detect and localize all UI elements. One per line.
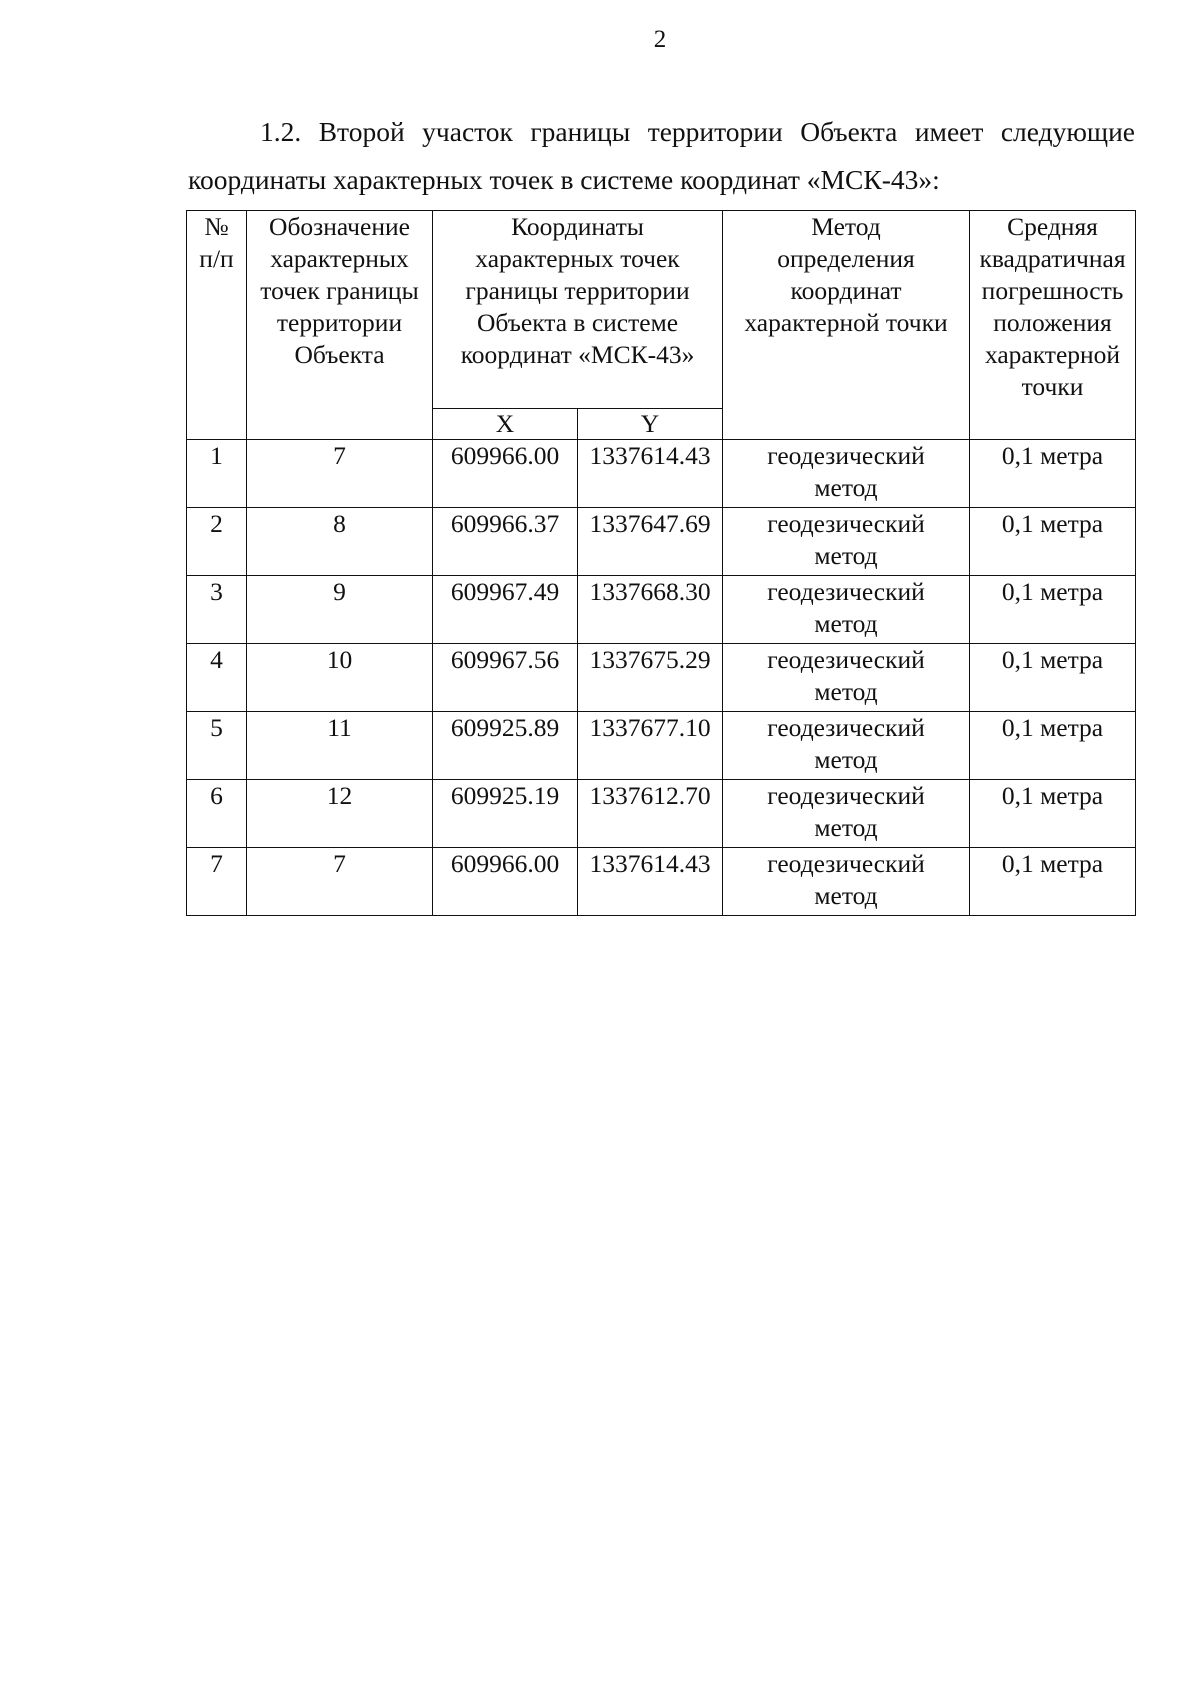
header-error: Средняя квадратичная погрешность положения характерной точки	[970, 211, 1136, 440]
cell-x: 609966.37	[433, 508, 578, 576]
table-row	[187, 644, 1136, 712]
cell-method: геодезический метод	[723, 848, 970, 916]
header-method: Метод определения координат характерной точки	[723, 211, 970, 440]
header-y: Y	[578, 409, 723, 440]
cell-error: 0,1 метра	[970, 644, 1136, 712]
cell-y: 1337668.30	[578, 576, 723, 644]
cell-x: 609967.56	[433, 644, 578, 712]
table-row	[187, 440, 1136, 508]
cell-method: геодезический метод	[723, 440, 970, 508]
cell-num: 5	[187, 712, 247, 780]
cell-point: 12	[247, 780, 433, 848]
cell-point: 8	[247, 508, 433, 576]
cell-x: 609966.00	[433, 440, 578, 508]
cell-point: 7	[247, 440, 433, 508]
table-row	[187, 848, 1136, 916]
cell-point: 11	[247, 712, 433, 780]
cell-method: геодезический метод	[723, 576, 970, 644]
intro-line-1: 1.2. Второй участок границы территории Объекта имеет следующие	[260, 116, 1135, 147]
cell-y: 1337675.29	[578, 644, 723, 712]
cell-point: 7	[247, 848, 433, 916]
cell-method: геодезический метод	[723, 780, 970, 848]
table-row	[187, 712, 1136, 780]
cell-error: 0,1 метра	[970, 848, 1136, 916]
table-row	[187, 576, 1136, 644]
cell-error: 0,1 метра	[970, 712, 1136, 780]
cell-error: 0,1 метра	[970, 780, 1136, 848]
cell-point: 10	[247, 644, 433, 712]
cell-num: 3	[187, 576, 247, 644]
cell-num: 2	[187, 508, 247, 576]
table-row	[187, 508, 1136, 576]
cell-num: 6	[187, 780, 247, 848]
intro-line-2: координаты характерных точек в системе координат «МСК-43»:	[188, 164, 940, 195]
header-coordinates: Координаты характерных точек границы территории Объекта в системе координат «МСК-43»	[433, 211, 723, 409]
cell-method: геодезический метод	[723, 644, 970, 712]
cell-y: 1337614.43	[578, 848, 723, 916]
cell-num: 7	[187, 848, 247, 916]
header-num: № п/п	[187, 211, 247, 440]
table-body	[187, 440, 1136, 916]
cell-y: 1337614.43	[578, 440, 723, 508]
cell-num: 1	[187, 440, 247, 508]
page-number: 2	[653, 26, 667, 53]
cell-x: 609925.19	[433, 780, 578, 848]
header-designation: Обозначение характерных точек границы территории Объекта	[247, 211, 433, 440]
cell-error: 0,1 метра	[970, 576, 1136, 644]
cell-method: геодезический метод	[723, 712, 970, 780]
cell-error: 0,1 метра	[970, 508, 1136, 576]
cell-x: 609967.49	[433, 576, 578, 644]
cell-num: 4	[187, 644, 247, 712]
table-header	[187, 211, 1136, 440]
cell-method: геодезический метод	[723, 508, 970, 576]
cell-x: 609925.89	[433, 712, 578, 780]
table-row	[187, 780, 1136, 848]
cell-y: 1337612.70	[578, 780, 723, 848]
header-x: X	[433, 409, 578, 440]
coordinates-table	[186, 210, 1136, 916]
cell-y: 1337677.10	[578, 712, 723, 780]
cell-x: 609966.00	[433, 848, 578, 916]
cell-point: 9	[247, 576, 433, 644]
intro-paragraph	[188, 108, 1135, 204]
cell-error: 0,1 метра	[970, 440, 1136, 508]
cell-y: 1337647.69	[578, 508, 723, 576]
